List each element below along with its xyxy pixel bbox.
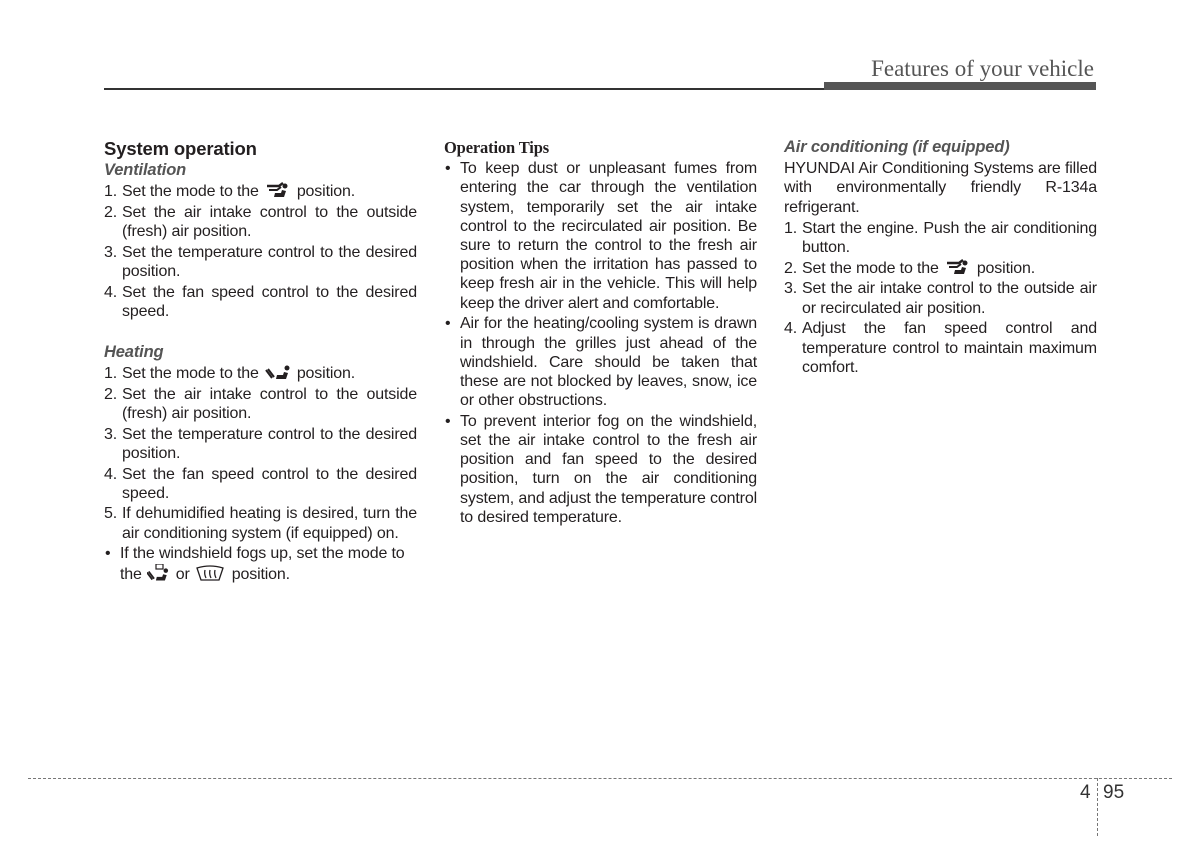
bullet: • <box>445 160 451 178</box>
floor-vent-icon <box>265 364 291 381</box>
item-number: 3. <box>784 280 798 298</box>
bullet-item <box>104 544 417 583</box>
header-bar <box>824 82 1096 90</box>
bullet-item <box>444 314 757 410</box>
chapter-number: 4 <box>1080 782 1091 803</box>
list-item <box>104 243 417 281</box>
list-item <box>104 465 417 503</box>
item-text: or <box>175 565 190 583</box>
list-item <box>784 259 1097 278</box>
item-number: 4. <box>104 465 118 483</box>
item-number: 3. <box>104 425 118 443</box>
item-text: position. <box>296 183 356 201</box>
footer-rule <box>28 778 1172 779</box>
item-text: Set the mode to the <box>122 183 259 201</box>
list-item <box>104 283 417 321</box>
item-text: Set the air intake control to the outside (fresh) air position. <box>122 204 417 241</box>
list-item <box>104 364 417 383</box>
bullet: • <box>105 545 111 563</box>
column-operation-tips <box>444 138 757 529</box>
item-number: 1. <box>104 365 118 383</box>
item-text: position. <box>231 565 290 583</box>
item-number: 5. <box>104 505 118 523</box>
bullet-item <box>444 159 757 313</box>
item-text: Air for the heating/cooling system is drawn in through the grilles just ahead of the windshield. Care should be taken that these are not blocked by leaves, snow, ice or other obstructions. <box>460 315 757 410</box>
intro-text: HYUNDAI Air Conditioning Systems are filled with environmentally friendly R-134a refrigerant. <box>784 160 1097 216</box>
item-number: 1. <box>784 219 798 237</box>
list-item <box>784 219 1097 257</box>
subheading-air-conditioning: Air conditioning (if equipped) <box>784 138 1010 156</box>
item-text: position. <box>976 259 1036 277</box>
item-number: 2. <box>104 204 118 222</box>
item-text: Set the temperature control to the desired position. <box>122 425 417 462</box>
column-air-conditioning <box>784 138 1097 378</box>
column-system-operation <box>104 138 417 585</box>
item-text: If dehumidified heating is desired, turn the air conditioning system (if equipped) on. <box>122 505 417 542</box>
subheading-ventilation: Ventilation <box>104 161 187 180</box>
item-text: Adjust the fan speed control and temperature control to maintain maximum comfort. <box>802 320 1097 376</box>
face-vent-icon <box>265 182 291 199</box>
item-text: Set the fan speed control to the desired speed. <box>122 465 417 502</box>
section-title: Features of your vehicle <box>871 56 1094 81</box>
bullet: • <box>445 412 451 430</box>
item-number: 1. <box>104 183 118 201</box>
item-text: Set the air intake control to the outside air or recirculated air position. <box>802 280 1097 317</box>
item-text: Start the engine. Push the air conditioning button. <box>802 219 1097 257</box>
list-item <box>104 504 417 542</box>
header-rule <box>104 88 824 90</box>
list-item <box>104 385 417 423</box>
item-text: Set the fan speed control to the desired speed. <box>122 283 417 321</box>
face-vent-icon <box>945 259 971 276</box>
item-number: 3. <box>104 244 118 262</box>
defrost-icon <box>196 565 224 582</box>
item-text: To prevent interior fog on the windshield, set the air intake control to the fresh air position and fan speed to the desired position, turn on the air conditioning system, and adjust the temperature control to desired temperature. <box>460 412 757 526</box>
list-item <box>104 425 417 463</box>
item-text: If the windshield fogs up, set the mode to the <box>120 545 405 583</box>
item-number: 4. <box>784 320 798 338</box>
bullet: • <box>445 315 451 333</box>
item-text: To keep dust or unpleasant fumes from entering the car through the ventilation system, temporarily set the air intake control to the recirculated air position. Be sure to return the control to the fresh air position when the irritation has passed to keep fresh air in the vehicle. This will help keep the driver alert and comfortable. <box>460 160 757 312</box>
item-text: Set the mode to the <box>802 259 939 277</box>
bullet-item <box>444 412 757 527</box>
subheading-heating: Heating <box>104 342 164 361</box>
item-text: position. <box>296 365 356 383</box>
item-number: 2. <box>784 259 798 277</box>
list-item <box>104 203 417 241</box>
floor-defrost-icon <box>147 564 171 582</box>
item-text: Set the mode to the <box>122 365 259 383</box>
heading-operation-tips: Operation Tips <box>444 138 550 157</box>
list-item <box>784 319 1097 377</box>
item-number: 2. <box>104 385 118 403</box>
item-text: Set the air intake control to the outside (fresh) air position. <box>122 385 417 422</box>
item-number: 4. <box>104 283 118 301</box>
list-item <box>104 182 417 201</box>
page-number: 95 <box>1103 782 1125 803</box>
item-text: Set the temperature control to the desired position. <box>122 244 417 281</box>
footer-divider <box>1097 778 1098 836</box>
list-item <box>784 279 1097 317</box>
heading-system-operation: System operation <box>104 138 257 159</box>
